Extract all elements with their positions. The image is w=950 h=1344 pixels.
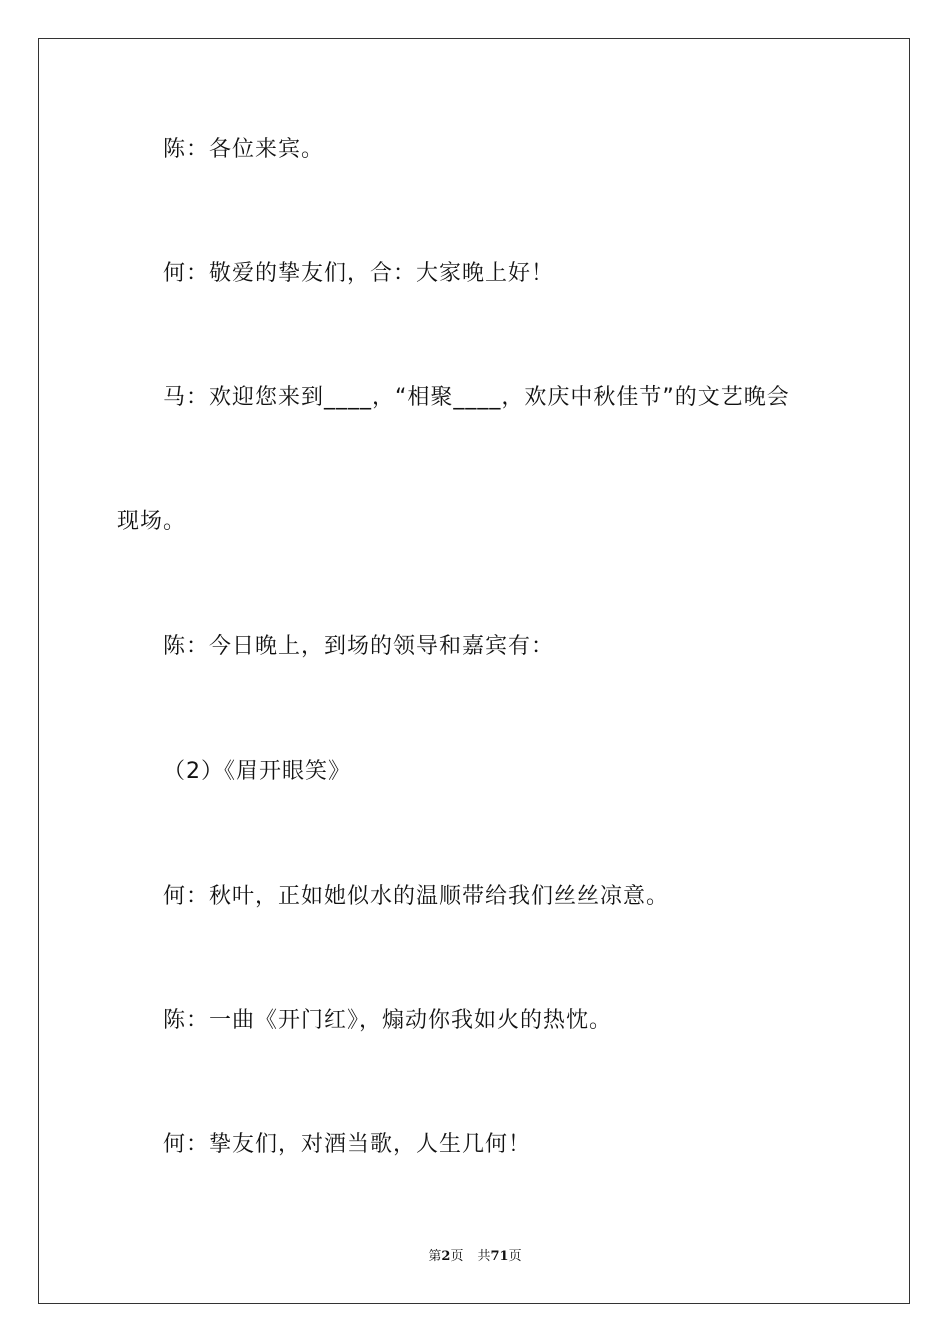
- program-item-heading: （2）《眉开眼笑》: [163, 759, 351, 784]
- dialogue-line-4: 陈：今日晚上，到场的领导和嘉宾有：: [163, 634, 555, 659]
- dialogue-line-1: 陈：各位来宾。: [163, 137, 325, 162]
- dialogue-line-2: 何：敬爱的挚友们，合：大家晚上好！: [163, 261, 555, 286]
- dialogue-line-3: 马：欢迎您来到____，“相聚____，欢庆中秋佳节”的文艺晚会: [163, 385, 790, 410]
- dialogue-line-3-continued: 现场。: [117, 509, 187, 534]
- total-prefix: 共: [477, 1249, 491, 1264]
- page-footer: [0, 1248, 950, 1266]
- current-page-number: 2: [441, 1249, 451, 1264]
- dialogue-line-6: 陈：一曲《开门红》，煽动你我如火的热忱。: [163, 1008, 613, 1033]
- page-suffix: 页: [450, 1249, 464, 1264]
- dialogue-line-5: 何：秋叶，正如她似水的温顺带给我们丝丝凉意。: [163, 884, 670, 909]
- total-pages-number: 71: [490, 1249, 509, 1264]
- page-border: [38, 38, 910, 1304]
- total-suffix: 页: [508, 1249, 522, 1264]
- page-prefix: 第: [428, 1249, 442, 1264]
- dialogue-line-7: 何：挚友们，对酒当歌，人生几何！: [163, 1132, 532, 1157]
